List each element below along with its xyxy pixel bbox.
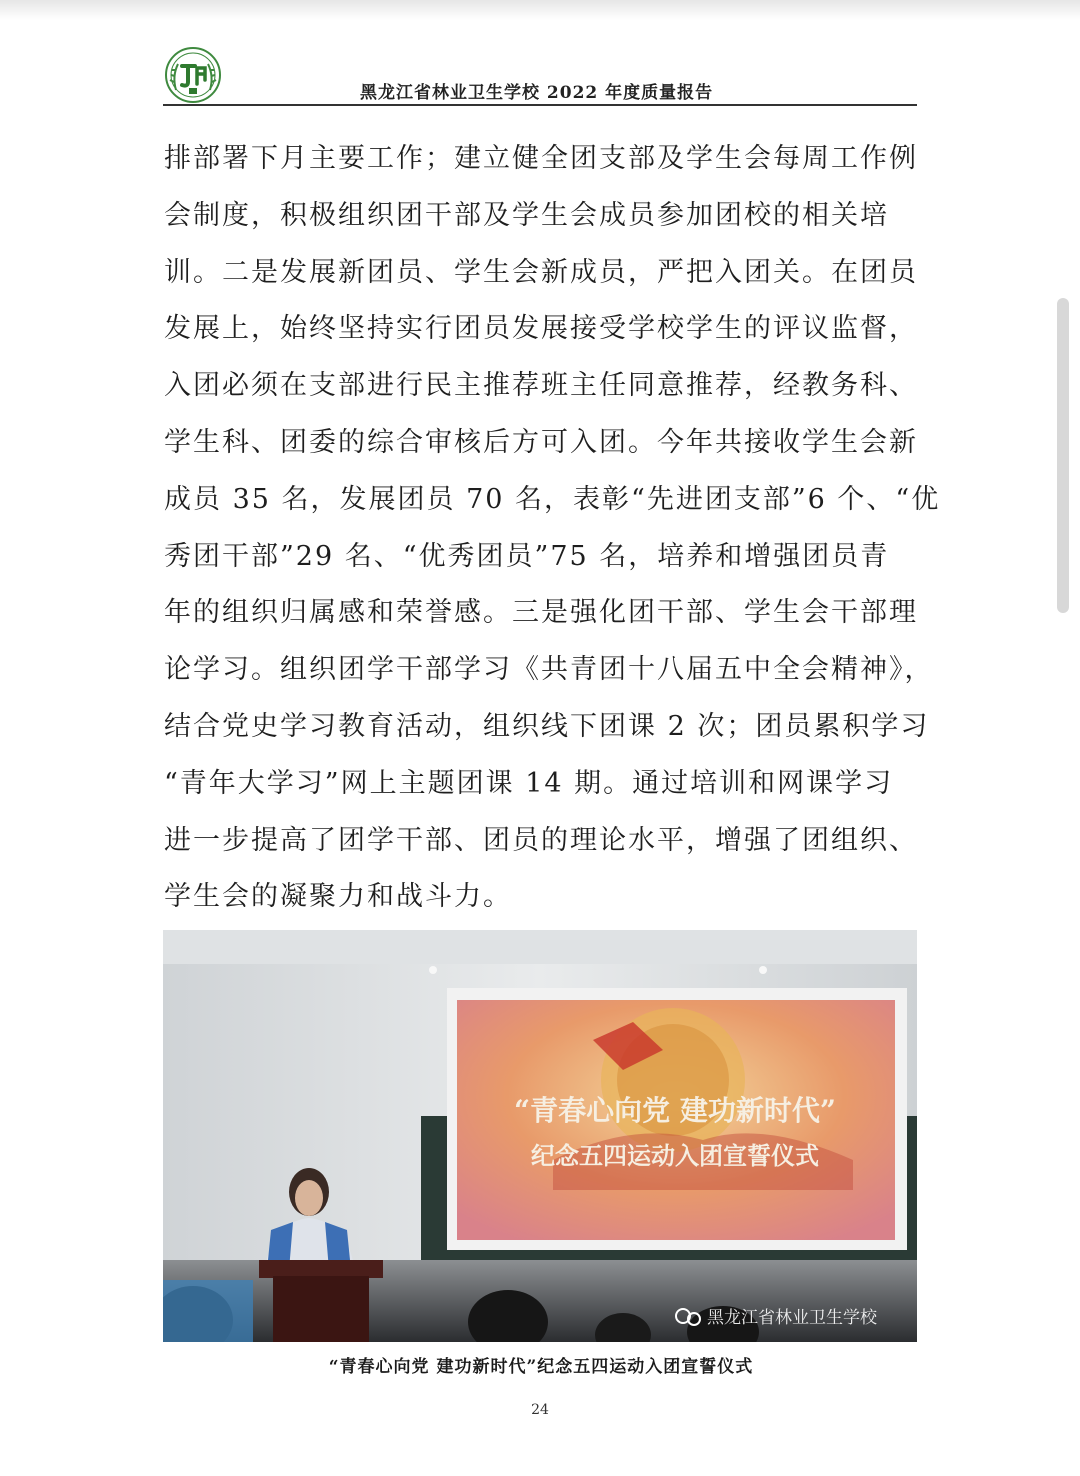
- body-line: 论学习。组织团学干部学习《共青团十八届五中全会精神》，: [164, 654, 934, 686]
- body-line: 结合党史学习教育活动，组织线下团课 2 次；团员累积学习: [164, 710, 930, 742]
- body-line: 发展上，始终坚持实行团员发展接受学校学生的评议监督，: [164, 313, 918, 345]
- photo-watermark: 黑龙江省林业卫生学校: [707, 1308, 877, 1328]
- body-line: 会制度，积极组织团干部及学生会成员参加团校的相关培: [164, 199, 889, 231]
- body-paragraph: [164, 131, 941, 926]
- school-emblem-icon: [164, 46, 222, 104]
- body-line: “青年大学习”网上主题团课 14 期。通过培训和网课学习: [164, 767, 894, 799]
- body-line: 年的组织归属感和荣誉感。三是强化团干部、学生会干部理: [164, 597, 918, 629]
- body-line: 进一步提高了团学干部、团员的理论水平，增强了团组织、: [164, 824, 918, 856]
- top-shadow: [0, 0, 1080, 20]
- body-line: 成员 35 名，发展团员 70 名，表彰“先进团支部”6 个、“优: [164, 483, 941, 515]
- screen-title-text: “青春心向党 建功新时代”: [514, 1094, 836, 1127]
- body-line: 入团必须在支部进行民主推荐班主任同意推荐，经教务科、: [164, 370, 918, 402]
- page-number: 24: [531, 1402, 549, 1418]
- body-line: 排部署下月主要工作；建立健全团支部及学生会每周工作例: [164, 143, 918, 174]
- report-header-title: 黑龙江省林业卫生学校 2022 年度质量报告: [360, 83, 714, 103]
- body-line: 学生会的凝聚力和战斗力。: [164, 881, 512, 913]
- header-rule: [163, 104, 917, 106]
- body-line: 秀团干部”29 名、“优秀团员”75 名，培养和增强团员青: [164, 540, 890, 572]
- body-line: 学生科、团委的综合审核后方可入团。今年共接收学生会新: [164, 426, 918, 458]
- screen-subtitle-text: 纪念五四运动入团宣誓仪式: [531, 1141, 819, 1170]
- photo-caption: “青春心向党 建功新时代”纪念五四运动入团宣誓仪式: [328, 1357, 754, 1377]
- body-line: 训。二是发展新团员、学生会新成员，严把入团关。在团员: [164, 256, 918, 288]
- ceremony-photo: [163, 930, 917, 1342]
- ceremony-photo-image: [163, 930, 917, 1342]
- scrollbar-thumb[interactable]: [1057, 298, 1069, 613]
